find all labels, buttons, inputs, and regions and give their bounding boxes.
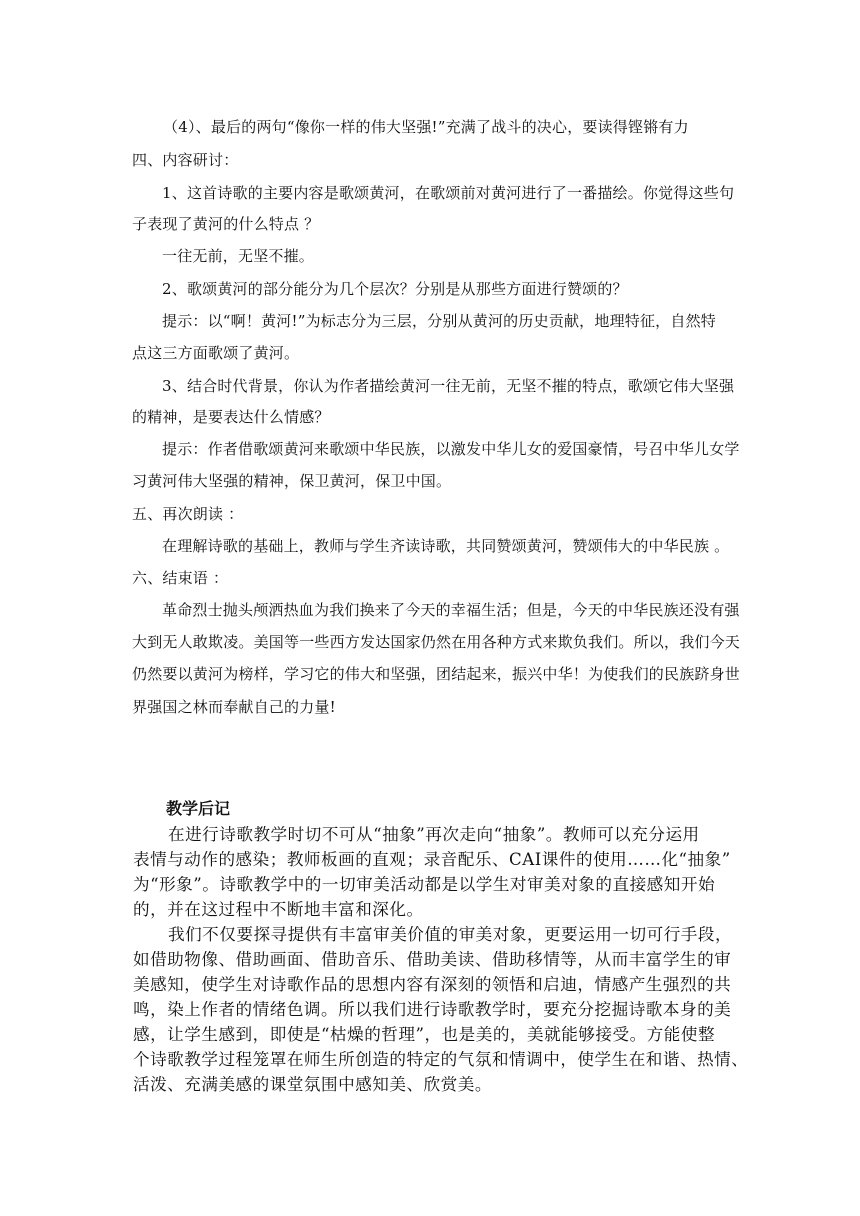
conclusion-line-3: 仍然要以黄河为榜样，学习它的伟大和坚强，团结起来，振兴中华！为使我们的民族跻身世 bbox=[132, 665, 741, 683]
afterword-line: 个诗歌教学过程笼罩在师生所创造的特定的气氛和情调中，使学生在和谐、热情、 bbox=[133, 1050, 749, 1069]
afterword-line: 为“形象”。诗歌教学中的一切审美活动都是以学生对审美对象的直接感知开始 bbox=[133, 875, 716, 894]
afterword-line: 鸣，染上作者的情绪色调。所以我们进行诗歌教学时，要充分挖掘诗歌本身的美 bbox=[133, 1000, 732, 1019]
afterword-line: 如借助物像、借助画面、借助音乐、借助美读、借助移情等，从而丰富学生的审 bbox=[133, 950, 732, 969]
afterword-line: 活泼、充满美感的课堂氛围中感知美、欣赏美。 bbox=[133, 1075, 492, 1094]
hint-3-line-1: 提示：作者借歌颂黄河来歌颂中华民族，以激发中华儿女的爱国豪情，号召中华儿女学 bbox=[162, 440, 740, 458]
heading-conclusion: 六、结束语 ： bbox=[132, 569, 229, 587]
hint-3-line-2: 习黄河伟大坚强的精神，保卫黄河，保卫中国。 bbox=[132, 472, 452, 490]
hint-2-line-1: 提示：以“啊！黄河!”为标志分为三层，分别从黄河的历史贡献，地理特征，自然特 bbox=[162, 312, 716, 330]
afterword-line: 在进行诗歌教学时切不可从“抽象”再次走向“抽象”。教师可以充分运用 bbox=[168, 825, 700, 844]
heading-reread: 五、再次朗读 ： bbox=[132, 505, 244, 523]
reading-note-4: （4）、最后的两句“像你一样的伟大坚强!”充满了战斗的决心，要读得铿锵有力 bbox=[163, 118, 689, 136]
question-2: 2、歌颂黄河的部分能分为几个层次？分别是从那些方面进行赞颂的？ bbox=[162, 280, 628, 298]
question-3-line-2: 的精神，是要表达什么情感？ bbox=[132, 408, 330, 426]
conclusion-line-4: 界强国之林而奉献自己的力量! bbox=[132, 698, 336, 716]
conclusion-line-2: 大到无人敢欺凌。美国等一些西方发达国家仍然在用各种方式来欺负我们。所以，我们今天 bbox=[132, 633, 741, 651]
question-1-line-2: 子表现了黄河的什么特点 ？ bbox=[132, 215, 320, 233]
heading-content-study: 四、内容研讨： bbox=[132, 151, 239, 169]
question-1-line-1: 1、这首诗歌的主要内容是歌颂黄河，在歌颂前对黄河进行了一番描绘。你觉得这些句 bbox=[162, 184, 735, 202]
afterword-line: 我们不仅要探寻提供有丰富审美价值的审美对象，更要运用一切可行手段， bbox=[168, 925, 733, 944]
afterword-line: 美感知，使学生对诗歌作品的思想内容有深刻的领悟和启迪，情感产生强烈的共 bbox=[133, 975, 732, 994]
afterword-title: 教学后记 bbox=[166, 799, 231, 818]
hint-2-line-2: 点这三方面歌颂了黄河。 bbox=[132, 344, 300, 362]
afterword-line: 的，并在这过程中不断地丰富和深化。 bbox=[133, 900, 424, 919]
reread-text: 在理解诗歌的基础上，教师与学生齐读诗歌，共同赞颂黄河，赞颂伟大的中华民族 。 bbox=[162, 537, 730, 555]
answer-1: 一往无前，无坚不摧。 bbox=[162, 247, 315, 265]
conclusion-line-1: 革命烈士抛头颅洒热血为我们换来了今天的幸福生活；但是，今天的中华民族还没有强 bbox=[162, 601, 740, 619]
afterword-line: 感，让学生感到，即使是“枯燥的哲理”，也是美的，美就能够接受。方能使整 bbox=[133, 1025, 716, 1044]
afterword-line: 表情与动作的感染；教师板画的直观；录音配乐、CAI课件的使用……化“抽象” bbox=[133, 850, 731, 869]
question-3-line-1: 3、结合时代背景，你认为作者描绘黄河一往无前，无坚不摧的特点，歌颂它伟大坚强 bbox=[162, 377, 735, 395]
